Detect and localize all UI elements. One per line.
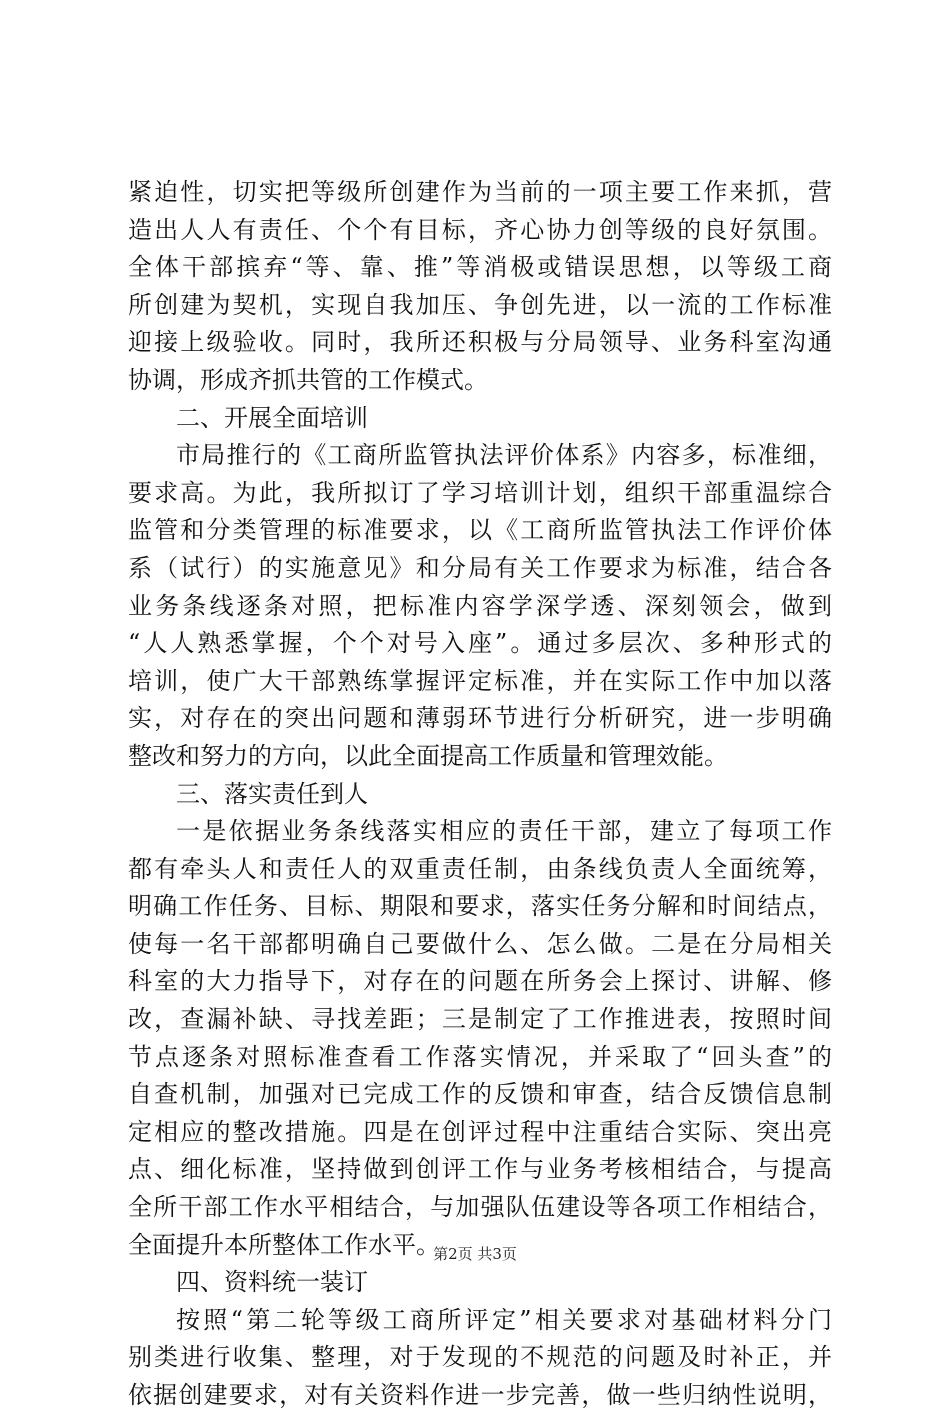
text-line: 使每一名干部都明确自己要做什么、怎么做。二是在分局相关 (128, 929, 832, 958)
text-line: 自查机制，加强对已完成工作的反馈和审查，结合反馈信息制 (128, 1080, 832, 1109)
text-line: 一是依据业务条线落实相应的责任干部，建立了每项工作 (176, 817, 832, 846)
text-line: 系（试行）的实施意见》和分局有关工作要求为标准，结合各 (128, 553, 832, 582)
text-line: 都有牵头人和责任人的双重责任制，由条线负责人全面统筹， (128, 854, 832, 883)
text-line: 造出人人有责任、个个有目标，齐心协力创等级的良好氛围。 (128, 215, 832, 244)
text-line: 全体干部摈弃“等、靠、推”等消极或错误思想，以等级工商 (128, 253, 832, 282)
text-line: 科室的大力指导下，对存在的问题在所务会上探讨、讲解、修 (128, 967, 832, 996)
text-line: 实，对存在的突出问题和薄弱环节进行分析研究，进一步明确 (128, 704, 832, 733)
text-line: 全面提升本所整体工作水平。 (128, 1230, 440, 1259)
text-line: 监管和分类管理的标准要求，以《工商所监管执法工作评价体 (128, 516, 832, 545)
text-line: 紧迫性，切实把等级所创建作为当前的一项主要工作来抓，营 (128, 178, 832, 206)
section-heading: 二、开展全面培训 (176, 403, 368, 432)
text-line: 别类进行收集、整理，对于发现的不规范的问题及时补正，并 (128, 1343, 832, 1372)
section-heading: 三、落实责任到人 (176, 779, 368, 808)
text-line: “人人熟悉掌握，个个对号入座”。通过多层次、多种形式的 (128, 629, 832, 658)
text-line: 业务条线逐条对照，把标准内容学深学透、深刻领会，做到 (128, 591, 832, 620)
page-footer: 第2页 共3页 (433, 1245, 517, 1263)
document-body (128, 174, 832, 1415)
section-heading: 四、资料统一装订 (176, 1268, 368, 1297)
text-line: 点、细化标准，坚持做到创评工作与业务考核相结合，与提高 (128, 1155, 832, 1184)
text-line: 明确工作任务、目标、期限和要求，落实任务分解和时间结点， (128, 892, 832, 921)
text-line: 迎接上级验收。同时，我所还积极与分局领导、业务科室沟通 (128, 328, 832, 357)
text-line: 培训，使广大干部熟练掌握评定标准，并在实际工作中加以落 (128, 666, 832, 695)
text-line: 整改和努力的方向，以此全面提高工作质量和管理效能。 (128, 741, 728, 770)
text-line: 定相应的整改措施。四是在创评过程中注重结合实际、突出亮 (128, 1117, 832, 1146)
text-line: 市局推行的《工商所监管执法评价体系》内容多，标准细， (176, 441, 832, 470)
text-line: 改，查漏补缺、寻找差距；三是制定了工作推进表，按照时间 (128, 1005, 832, 1034)
text-line: 节点逐条对照标准查看工作落实情况，并采取了“回头查”的 (128, 1042, 832, 1071)
text-line: 协调，形成齐抓共管的工作模式。 (128, 365, 488, 394)
text-line: 按照“第二轮等级工商所评定”相关要求对基础材料分门 (176, 1305, 832, 1334)
text-line: 所创建为契机，实现自我加压、争创先进，以一流的工作标准 (128, 290, 832, 319)
text-line: 依据创建要求，对有关资料作进一步完善，做一些归纳性说明， (128, 1381, 832, 1409)
text-line: 要求高。为此，我所拟订了学习培训计划，组织干部重温综合 (128, 478, 832, 507)
text-line: 全所干部工作水平相结合，与加强队伍建设等各项工作相结合， (128, 1193, 832, 1222)
